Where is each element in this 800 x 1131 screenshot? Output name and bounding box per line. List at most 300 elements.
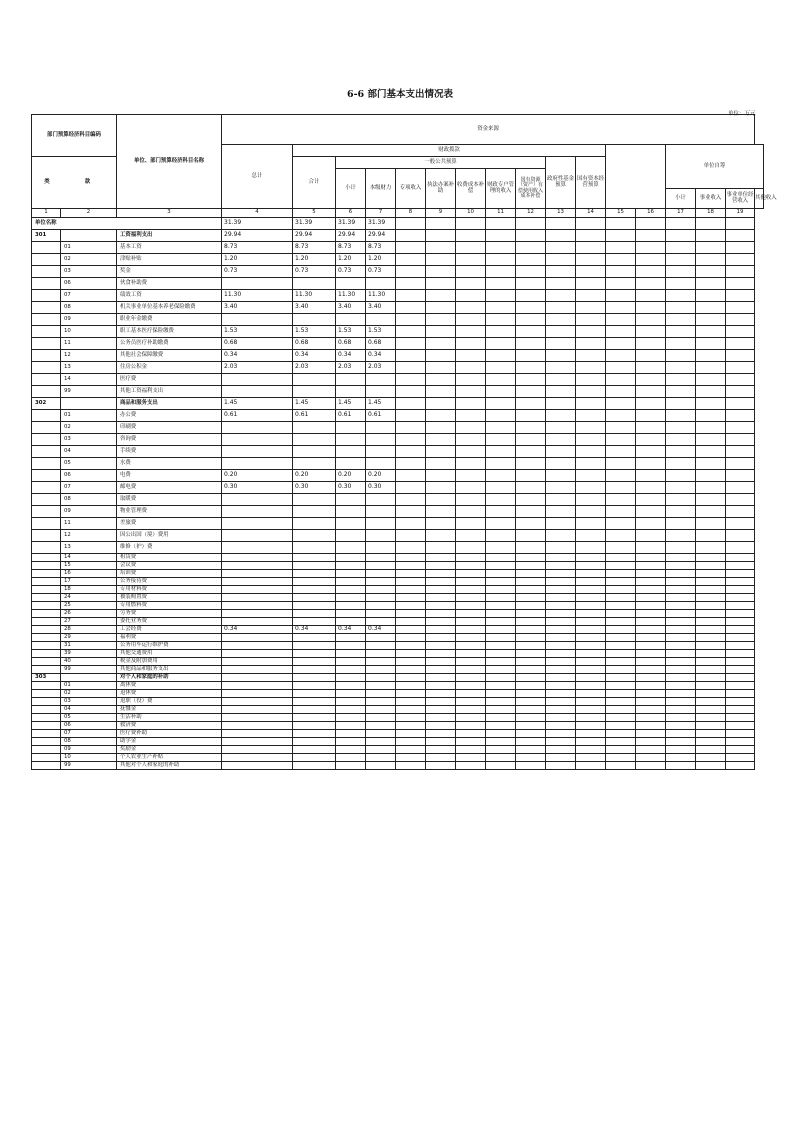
kuan-cell: 05: [61, 714, 117, 722]
empty-cell: [636, 410, 666, 422]
empty-cell: [396, 762, 426, 770]
empty-cell: [576, 446, 606, 458]
item-name-cell: 职业年金缴费: [117, 314, 222, 326]
empty-cell: [396, 302, 426, 314]
empty-cell: [516, 626, 546, 634]
lei-cell: [32, 482, 61, 494]
empty-cell: [696, 682, 726, 690]
empty-cell: [696, 350, 726, 362]
empty-cell: [396, 458, 426, 470]
kuan-cell: [61, 398, 117, 410]
empty-cell: [426, 586, 456, 594]
empty-cell: [576, 218, 606, 230]
empty-cell: [456, 542, 486, 554]
total-cell: [222, 594, 293, 602]
empty-cell: [726, 386, 755, 398]
item-name-cell: 奖励金: [117, 746, 222, 754]
unit-label: 单位：万元: [728, 111, 756, 117]
xiaoji-cell: [336, 278, 366, 290]
empty-cell: [426, 398, 456, 410]
empty-cell: [606, 626, 636, 634]
xiaoji-header: 小计: [336, 169, 366, 209]
empty-cell: [696, 290, 726, 302]
empty-cell: [426, 458, 456, 470]
empty-cell: [396, 602, 426, 610]
heji-cell: [293, 650, 336, 658]
empty-cell: [516, 690, 546, 698]
empty-cell: [546, 362, 576, 374]
lei-header: 类: [44, 178, 50, 185]
empty-cell: [516, 610, 546, 618]
table-row: [32, 230, 764, 242]
xiaoji-cell: [336, 642, 366, 650]
benji-cell: [366, 730, 396, 738]
item-name-cell: 医疗费: [117, 374, 222, 386]
heji-cell: 2.03: [293, 362, 336, 374]
item-name-cell: 其他工资福利支出: [117, 386, 222, 398]
column-number: 12: [516, 209, 546, 218]
empty-cell: [396, 626, 426, 634]
empty-cell: [606, 682, 636, 690]
name-column-header: 单位、部门预算经济科目名称: [117, 115, 222, 209]
empty-cell: [696, 570, 726, 578]
empty-cell: [666, 530, 696, 542]
kuan-cell: 09: [61, 314, 117, 326]
empty-cell: [396, 386, 426, 398]
empty-cell: [486, 554, 516, 562]
empty-cell: [576, 706, 606, 714]
empty-cell: [606, 594, 636, 602]
empty-cell: [456, 518, 486, 530]
item-name-cell: 工资福利支出: [117, 230, 222, 242]
item-name-cell: 伙食补助费: [117, 278, 222, 290]
empty-cell: [666, 470, 696, 482]
empty-cell: [546, 278, 576, 290]
empty-cell: [636, 422, 666, 434]
empty-cell: [456, 434, 486, 446]
kuan-cell: 26: [61, 610, 117, 618]
empty-cell: [456, 386, 486, 398]
kuan-cell: 04: [61, 446, 117, 458]
heji-cell: [293, 458, 336, 470]
empty-cell: [486, 338, 516, 350]
empty-cell: [666, 762, 696, 770]
empty-cell: [636, 518, 666, 530]
empty-cell: [696, 338, 726, 350]
heji-cell: 29.94: [293, 230, 336, 242]
empty-cell: [636, 730, 666, 738]
empty-cell: [666, 626, 696, 634]
empty-cell: [516, 738, 546, 746]
empty-cell: [396, 506, 426, 518]
empty-cell: [576, 518, 606, 530]
empty-cell: [546, 618, 576, 626]
xiaoji-cell: 29.94: [336, 230, 366, 242]
empty-cell: [546, 738, 576, 746]
empty-cell: [666, 266, 696, 278]
empty-cell: [396, 666, 426, 674]
empty-cell: [486, 386, 516, 398]
lei-cell: [32, 254, 61, 266]
empty-cell: [576, 746, 606, 754]
empty-cell: [696, 738, 726, 746]
empty-cell: [576, 230, 606, 242]
heji-cell: 1.45: [293, 398, 336, 410]
heji-cell: 0.68: [293, 338, 336, 350]
empty-cell: [456, 746, 486, 754]
empty-cell: [486, 230, 516, 242]
empty-cell: [486, 530, 516, 542]
xiaoji-cell: [336, 434, 366, 446]
xiaoji-cell: 2.03: [336, 362, 366, 374]
empty-cell: [636, 278, 666, 290]
lei-cell: [32, 698, 61, 706]
table-row: [32, 218, 764, 230]
lei-cell: [32, 650, 61, 658]
empty-cell: [456, 714, 486, 722]
empty-cell: [546, 398, 576, 410]
table-row: [32, 698, 764, 706]
empty-cell: [396, 410, 426, 422]
kuan-cell: 14: [61, 374, 117, 386]
xiaoji-cell: [336, 446, 366, 458]
empty-cell: [606, 230, 636, 242]
empty-cell: [516, 578, 546, 586]
table-row: [32, 314, 764, 326]
benji-cell: [366, 422, 396, 434]
item-name-cell: 绩效工资: [117, 290, 222, 302]
empty-cell: [486, 362, 516, 374]
empty-cell: [636, 494, 666, 506]
empty-cell: [516, 494, 546, 506]
lei-cell: [32, 266, 61, 278]
empty-cell: [456, 738, 486, 746]
xiaoji-cell: 0.30: [336, 482, 366, 494]
table-row: [32, 762, 764, 770]
empty-cell: [426, 650, 456, 658]
empty-cell: [576, 594, 606, 602]
empty-cell: [516, 410, 546, 422]
empty-cell: [426, 682, 456, 690]
empty-cell: [486, 610, 516, 618]
empty-cell: [696, 314, 726, 326]
empty-cell: [546, 470, 576, 482]
xiaoji-cell: [336, 554, 366, 562]
empty-cell: [456, 446, 486, 458]
empty-cell: [576, 434, 606, 446]
empty-cell: [456, 602, 486, 610]
empty-cell: [636, 610, 666, 618]
empty-cell: [576, 410, 606, 422]
kuan-cell: [61, 674, 117, 682]
empty-cell: [636, 374, 666, 386]
benji-cell: [366, 594, 396, 602]
zc-xiaoji-header: 小计: [666, 189, 696, 209]
empty-cell: [516, 218, 546, 230]
empty-cell: [426, 422, 456, 434]
empty-cell: [696, 602, 726, 610]
empty-cell: [456, 586, 486, 594]
empty-cell: [636, 542, 666, 554]
benji-cell: 1.20: [366, 254, 396, 266]
empty-cell: [726, 542, 755, 554]
empty-cell: [606, 458, 636, 470]
item-name-cell: 其他商品和服务支出: [117, 666, 222, 674]
empty-cell: [576, 722, 606, 730]
empty-cell: [696, 470, 726, 482]
empty-cell: [636, 650, 666, 658]
column-number: 9: [426, 209, 456, 218]
caizheng-header: 财政拨款: [293, 145, 606, 157]
total-cell: [222, 458, 293, 470]
empty-cell: [486, 542, 516, 554]
empty-cell: [456, 398, 486, 410]
empty-cell: [666, 314, 696, 326]
empty-cell: [546, 254, 576, 266]
empty-cell: [396, 482, 426, 494]
empty-cell: [636, 586, 666, 594]
table-row: [32, 562, 764, 570]
empty-cell: [456, 290, 486, 302]
empty-cell: [606, 754, 636, 762]
kuan-cell: 27: [61, 618, 117, 626]
empty-cell: [666, 302, 696, 314]
table-row: [32, 518, 764, 530]
xiaoji-cell: [336, 666, 366, 674]
empty-cell: [486, 674, 516, 682]
qita-header: 其他收入: [755, 189, 764, 209]
column-number: 19: [726, 209, 755, 218]
empty-cell: [516, 674, 546, 682]
table-row: [32, 458, 764, 470]
empty-cell: [396, 738, 426, 746]
empty-cell: [576, 754, 606, 762]
empty-cell: [426, 518, 456, 530]
empty-cell: [576, 578, 606, 586]
empty-cell: [426, 706, 456, 714]
empty-cell: [426, 494, 456, 506]
benji-cell: 0.30: [366, 482, 396, 494]
heji-cell: [293, 690, 336, 698]
empty-cell: [396, 698, 426, 706]
empty-cell: [696, 410, 726, 422]
empty-cell: [456, 658, 486, 666]
empty-cell: [516, 586, 546, 594]
empty-cell: [396, 642, 426, 650]
table-row: [32, 374, 764, 386]
empty-cell: [486, 754, 516, 762]
empty-cell: [396, 362, 426, 374]
empty-cell: [696, 434, 726, 446]
empty-cell: [456, 594, 486, 602]
total-cell: [222, 422, 293, 434]
empty-cell: [696, 254, 726, 266]
xiaoji-cell: [336, 586, 366, 594]
empty-cell: [516, 278, 546, 290]
empty-cell: [666, 434, 696, 446]
table-row: [32, 494, 764, 506]
lei-cell: [32, 618, 61, 626]
benji-cell: 11.30: [366, 290, 396, 302]
empty-cell: [426, 530, 456, 542]
empty-cell: [576, 602, 606, 610]
table-row: [32, 266, 764, 278]
empty-cell: [546, 754, 576, 762]
lei-kuan-header: [32, 157, 117, 209]
empty-cell: [576, 658, 606, 666]
empty-cell: [726, 230, 755, 242]
benji-cell: [366, 706, 396, 714]
empty-cell: [696, 618, 726, 626]
empty-cell: [726, 762, 755, 770]
empty-cell: [396, 682, 426, 690]
empty-cell: [486, 290, 516, 302]
empty-cell: [696, 658, 726, 666]
empty-cell: [726, 434, 755, 446]
empty-cell: [546, 506, 576, 518]
lei-cell: [32, 374, 61, 386]
empty-cell: [576, 254, 606, 266]
empty-cell: [636, 722, 666, 730]
empty-cell: [576, 482, 606, 494]
empty-cell: [456, 570, 486, 578]
empty-cell: [636, 314, 666, 326]
empty-cell: [726, 314, 755, 326]
empty-cell: [546, 674, 576, 682]
empty-cell: [546, 302, 576, 314]
yiban-header: 一般公共预算: [336, 157, 546, 169]
item-name-cell: 电费: [117, 470, 222, 482]
lei-cell: [32, 666, 61, 674]
empty-cell: [696, 674, 726, 682]
empty-cell: [396, 398, 426, 410]
heji-cell: [293, 374, 336, 386]
table-row: [32, 666, 764, 674]
empty-cell: [726, 506, 755, 518]
empty-cell: [606, 506, 636, 518]
column-number-row: [32, 209, 764, 218]
empty-cell: [426, 338, 456, 350]
xiaoji-cell: 0.34: [336, 350, 366, 362]
empty-cell: [426, 642, 456, 650]
table-row: [32, 506, 764, 518]
empty-cell: [576, 362, 606, 374]
empty-cell: [636, 690, 666, 698]
heji-cell: 0.34: [293, 350, 336, 362]
empty-cell: [636, 530, 666, 542]
xiaoji-cell: 1.20: [336, 254, 366, 266]
table-row: [32, 254, 764, 266]
kuan-cell: 01: [61, 410, 117, 422]
empty-cell: [456, 690, 486, 698]
lei-cell: [32, 242, 61, 254]
empty-cell: [486, 434, 516, 446]
item-name-cell: 津贴补贴: [117, 254, 222, 266]
lei-cell: 302: [32, 398, 61, 410]
empty-cell: [576, 682, 606, 690]
empty-cell: [486, 458, 516, 470]
empty-cell: [606, 658, 636, 666]
empty-cell: [396, 634, 426, 642]
total-cell: 11.30: [222, 290, 293, 302]
table-row: [32, 338, 764, 350]
empty-cell: [396, 266, 426, 278]
total-cell: 1.20: [222, 254, 293, 266]
lei-cell: [32, 714, 61, 722]
empty-cell: [456, 470, 486, 482]
empty-cell: [396, 610, 426, 618]
empty-cell: [636, 362, 666, 374]
benji-cell: [366, 682, 396, 690]
item-name-cell: 退休费: [117, 690, 222, 698]
empty-cell: [396, 706, 426, 714]
empty-cell: [486, 242, 516, 254]
kuan-cell: 03: [61, 434, 117, 446]
table-row: [32, 682, 764, 690]
empty-cell: [666, 706, 696, 714]
empty-cell: [726, 410, 755, 422]
empty-cell: [636, 666, 666, 674]
empty-cell: [546, 626, 576, 634]
table-row: [32, 410, 764, 422]
empty-cell: [726, 218, 755, 230]
benji-cell: [366, 554, 396, 562]
empty-cell: [726, 530, 755, 542]
empty-cell: [546, 762, 576, 770]
benji-cell: 0.34: [366, 350, 396, 362]
total-cell: 1.53: [222, 326, 293, 338]
xiaoji-cell: [336, 754, 366, 762]
empty-cell: [456, 506, 486, 518]
empty-cell: [426, 714, 456, 722]
item-name-cell: 其他交通费用: [117, 650, 222, 658]
xiaoji-cell: [336, 682, 366, 690]
empty-cell: [636, 302, 666, 314]
empty-cell: [696, 458, 726, 470]
benji-cell: [366, 690, 396, 698]
empty-cell: [576, 554, 606, 562]
kuan-cell: 18: [61, 586, 117, 594]
item-name-cell: 因公出国（境）费用: [117, 530, 222, 542]
empty-cell: [696, 518, 726, 530]
empty-cell: [576, 626, 606, 634]
benji-cell: 0.68: [366, 338, 396, 350]
xiaoji-cell: [336, 314, 366, 326]
table-row: [32, 674, 764, 682]
empty-cell: [456, 722, 486, 730]
total-cell: [222, 586, 293, 594]
xiaoji-cell: [336, 542, 366, 554]
empty-cell: [696, 278, 726, 290]
empty-cell: [516, 554, 546, 562]
total-cell: [222, 634, 293, 642]
column-number: 17: [666, 209, 696, 218]
empty-cell: [696, 494, 726, 506]
empty-cell: [696, 642, 726, 650]
empty-cell: [636, 242, 666, 254]
shiye-jingying-header: 事业单位经营收入: [726, 189, 755, 209]
empty-cell: [666, 482, 696, 494]
empty-cell: [486, 634, 516, 642]
empty-cell: [396, 446, 426, 458]
empty-cell: [726, 494, 755, 506]
empty-cell: [396, 690, 426, 698]
empty-cell: [486, 650, 516, 658]
kuan-cell: 14: [61, 554, 117, 562]
empty-cell: [636, 562, 666, 570]
page-title: 6-6 部门基本支出情况表: [347, 89, 453, 100]
empty-cell: [516, 350, 546, 362]
